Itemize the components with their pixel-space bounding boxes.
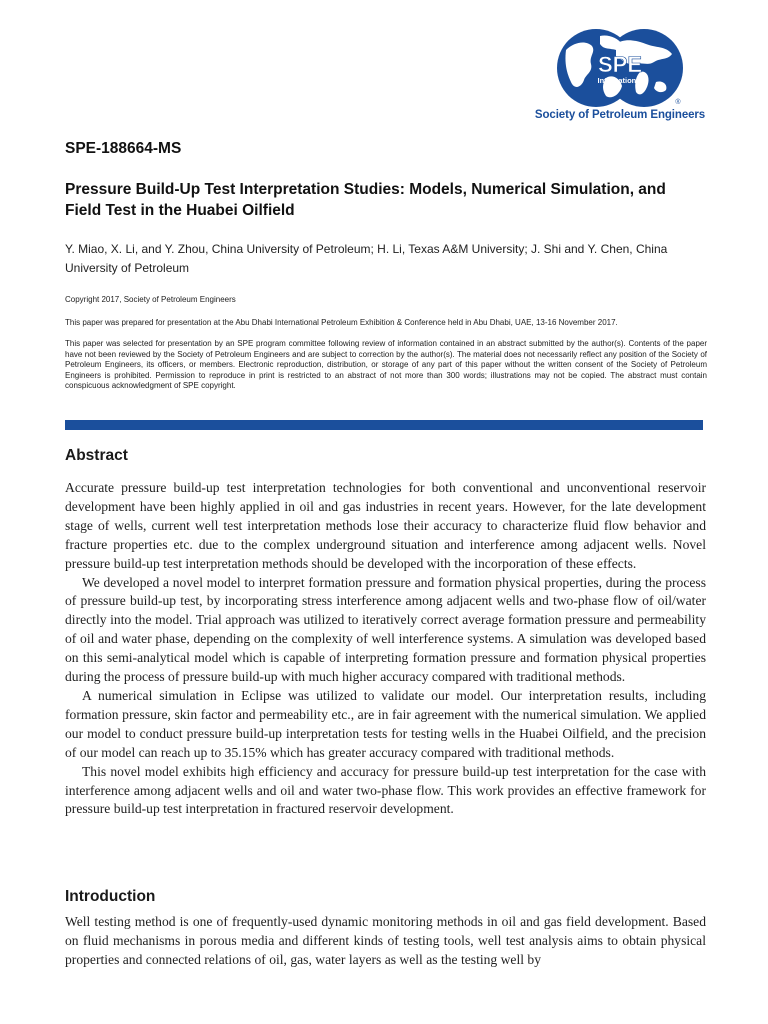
abstract-paragraph: Accurate pressure build-up test interpretation technologies for both conventional and unconventional reservoir development have been highly applied in oil and gas industries in recent years. However, for the late development stage of wells, current well test interpretation methods lose their accuracy to characterize fluid flow behavior and fracture properties etc. due to the complex underground situation and interference among adjacent wells. Novel pressure build-up test interpretation methods should be developed with the incorporation of these effects.: [65, 480, 706, 571]
abstract-paragraph: This novel model exhibits high efficiency and accuracy for pressure build-up test interpretation for the case with interference among adjacent wells and oil and water two-phase flow. This work provides an effective framework for pressure build-up test interpretation in fractured reservoir development.: [65, 763, 706, 817]
presentation-notice: This paper was prepared for presentation at the Abu Dhabi International Petroleum Exhibition & Conference held in Abu Dhabi, UAE, 13-16 November 2017.: [65, 318, 618, 327]
paper-title: Pressure Build-Up Test Interpretation Studies: Models, Numerical Simulation, and Field Test in the Huabei Oilfield: [65, 181, 666, 219]
abstract-heading: Abstract: [65, 447, 128, 464]
introduction-heading: Introduction: [65, 888, 156, 905]
introduction-paragraph: Well testing method is one of frequently-used dynamic monitoring methods in oil and gas field development. Based on fluid mechanisms in porous media and different kinds of testing tools, well test analysis aims to obtain physical properties and connected relations of oil, gas, water layers as well as the testing well by: [65, 914, 706, 967]
registered-mark: ®: [675, 99, 681, 106]
logo-emblem-text: SPE: [597, 52, 643, 77]
spe-logo: [530, 28, 710, 128]
selection-notice: This paper was selected for presentation by an SPE program committee following review of information contained in an abstract submitted by the author(s). Contents of the paper have not been reviewed by the Society of Petroleum Engineers and are subject to correction by the author(s). The material does not necessarily reflect any position of the Society of Petroleum Engineers, its officers, or members. Electronic reproduction, distribution, or storage of any part of this paper without the written consent of the Society of Petroleum Engineers is prohibited. Permission to reproduce in print is restricted to an abstract of not more than 300 words; illustrations may not be copied. The abstract must contain conspicuous acknowledgment of SPE copyright.: [65, 339, 707, 391]
header-divider: [65, 420, 703, 430]
logo-emblem-subtext: International: [597, 76, 643, 85]
logo-org-name: Society of Petroleum Engineers: [534, 109, 706, 121]
abstract-body: [65, 479, 706, 819]
abstract-paragraph: We developed a novel model to interpret formation pressure and formation physical properties, during the process of pressure build-up test, by incorporating stress interference among adjacent wells and two-phase flow of oil/water directly into the model. Trial approach was utilized to iteratively correct average formation pressure and permeability of oil and water phase, depending on the complexity of well interference systems. A simulation was developed based on this semi-analytical model which is capable of interpreting formation pressure and formation physical properties during the process of pressure build-up with much higher accuracy compared with traditional methods.: [65, 574, 706, 685]
paper-id: SPE-188664-MS: [65, 140, 182, 157]
abstract-paragraph: A numerical simulation in Eclipse was utilized to validate our model. Our interpretation results, including formation pressure, skin factor and permeability etc., are in fair agreement with the numerical simulation. We applied our model to conduct pressure build-up interpretation tests for testing wells in the Huabei Oilfield, and the precision of our model can reach up to 35.15% which has greater accuracy compared with traditional methods.: [65, 687, 706, 760]
globe-icon: [556, 28, 684, 108]
copyright-notice: Copyright 2017, Society of Petroleum Engineers: [65, 295, 236, 304]
paper-authors: Y. Miao, X. Li, and Y. Zhou, China University of Petroleum; H. Li, Texas A&M University; J. Shi and Y. Chen, China University of Petroleum: [65, 242, 668, 275]
introduction-body: [65, 913, 706, 970]
